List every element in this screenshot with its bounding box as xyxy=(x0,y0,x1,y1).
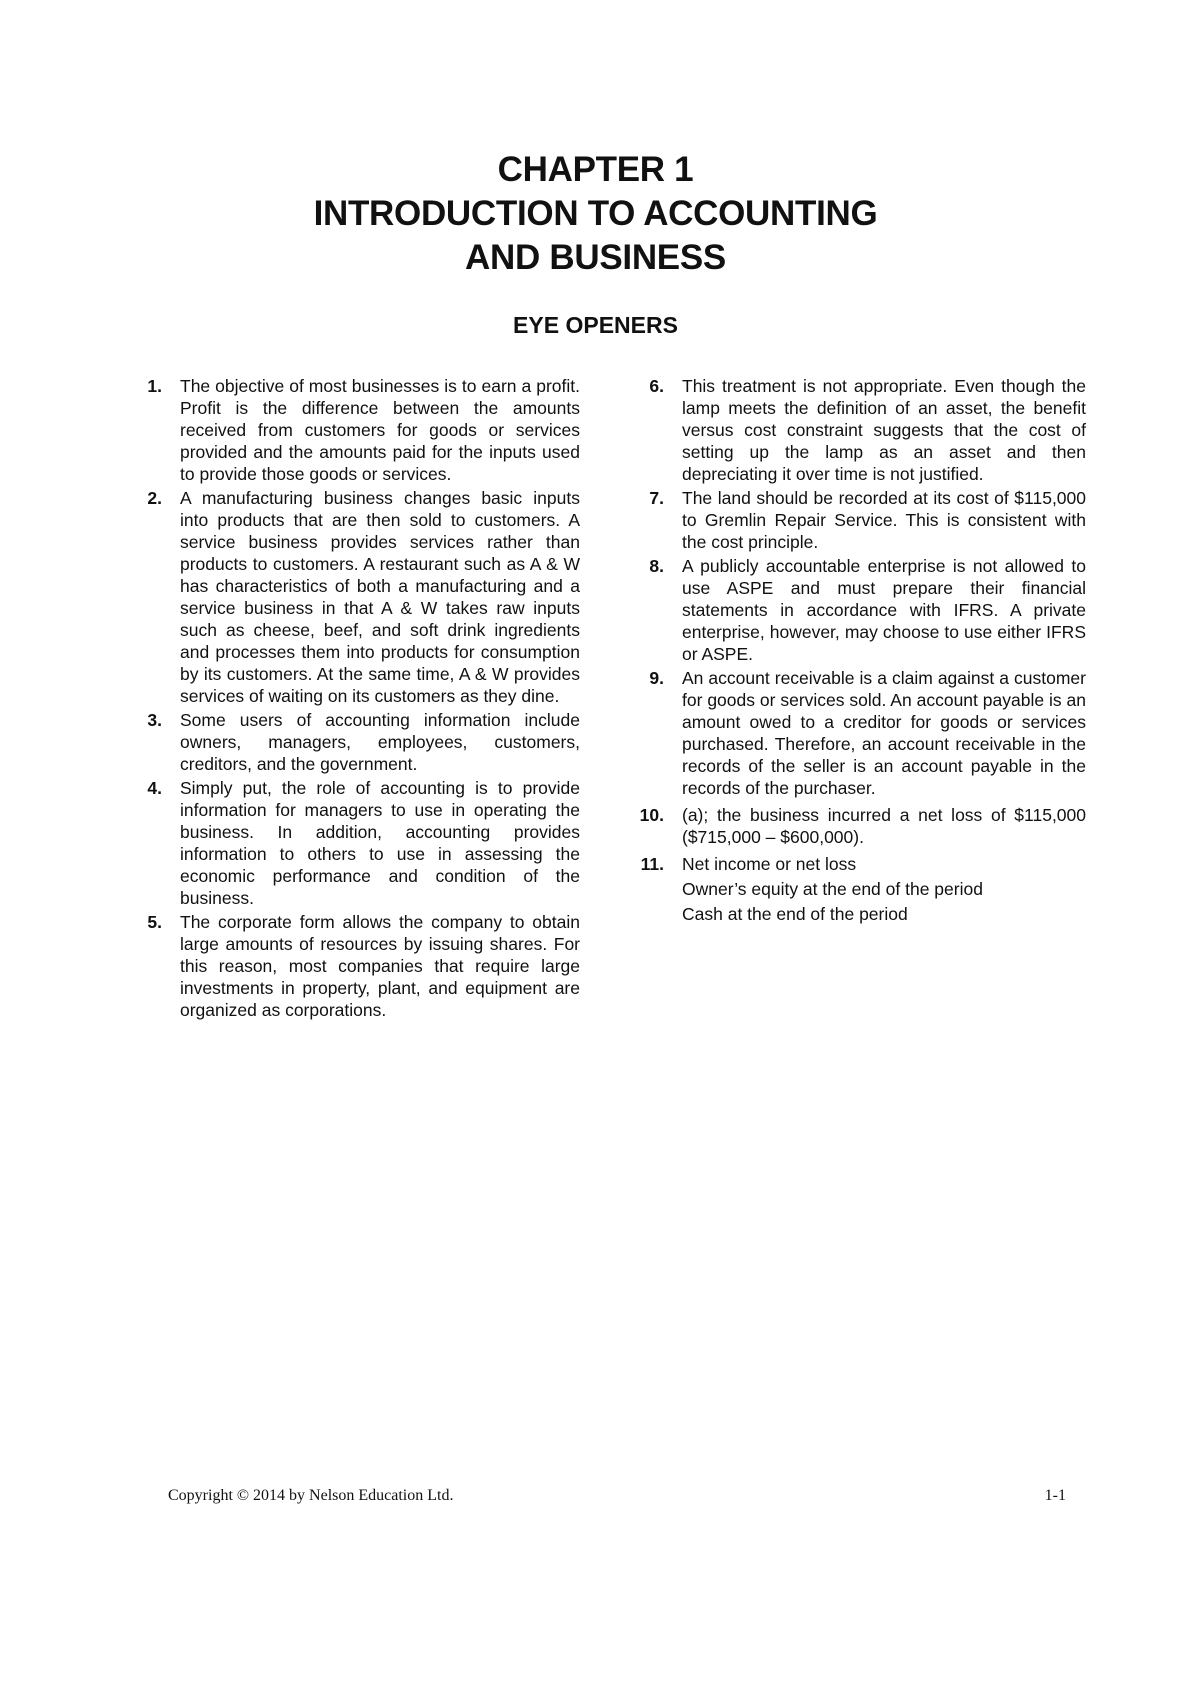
item-line: Cash at the end of the period xyxy=(682,904,908,924)
item-number: 2. xyxy=(147,488,162,508)
item-number: 4. xyxy=(147,778,162,798)
item-number: 8. xyxy=(649,556,664,576)
section-heading: EYE OPENERS xyxy=(513,312,678,338)
item-text: Some users of accounting information include owners, managers, employees, customers, creditors, and the government. xyxy=(180,710,580,774)
item-text: A manufacturing business changes basic inputs into products that are then sold to customers. A service business provides services rather than products to customers. A restaurant such as A & W has characteristics of both a manufacturing and a service business in that A & W takes raw inputs such as cheese, beef, and soft drink ingredients and processes them into products for consumption by its customers. At the same time, A & W provides services of waiting on its customers as they dine. xyxy=(180,488,580,706)
list-item xyxy=(140,487,580,707)
list-item xyxy=(140,911,580,1021)
page-number: 1-1 xyxy=(1044,1487,1066,1504)
chapter-title-line-1: INTRODUCTION TO ACCOUNTING xyxy=(313,194,878,233)
item-text: The corporate form allows the company to obtain large amounts of resources by issuing shares. For this reason, most companies that require large investments in property, plant, and equipment are organized as corporations. xyxy=(180,912,580,1020)
chapter-title-block xyxy=(0,148,1191,280)
item-text: (a); the business incurred a net loss of $115,000 ($715,000 – $600,000). xyxy=(682,805,1086,847)
left-column xyxy=(140,375,580,1023)
list-item xyxy=(642,487,1086,553)
list-item xyxy=(140,777,580,909)
item-text: The objective of most businesses is to earn a profit. Profit is the difference between the amounts received from customers for goods or services provided and the amounts paid for the inputs used to provide those goods or services. xyxy=(180,376,580,484)
list-item xyxy=(642,555,1086,665)
item-line: Owner’s equity at the end of the period xyxy=(682,879,983,899)
chapter-title-line-2: AND BUSINESS xyxy=(465,238,726,277)
right-column xyxy=(639,375,1086,927)
item-number: 1. xyxy=(147,376,162,396)
item-line: Net income or net loss xyxy=(682,854,857,874)
copyright-notice: Copyright © 2014 by Nelson Education Ltd. xyxy=(168,1487,454,1504)
list-item xyxy=(642,375,1086,485)
item-number: 6. xyxy=(649,376,664,396)
item-text: This treatment is not appropriate. Even though the lamp meets the definition of an asset, the benefit versus cost constraint suggests that the cost of setting up the lamp as an asset and then depreciating it over time is not justified. xyxy=(682,376,1086,484)
list-item xyxy=(140,709,580,775)
item-number: 7. xyxy=(649,488,664,508)
item-number: 9. xyxy=(649,668,664,688)
list-item xyxy=(639,804,1086,848)
chapter-number: CHAPTER 1 xyxy=(497,150,694,189)
item-number: 11. xyxy=(640,854,664,874)
list-item xyxy=(642,853,1086,925)
item-text: A publicly accountable enterprise is not allowed to use ASPE and must prepare their financial statements in accordance with IFRS. A private enterprise, however, may choose to use either IFRS or ASPE. xyxy=(682,556,1086,664)
item-number: 10. xyxy=(639,805,664,825)
item-number: 5. xyxy=(147,912,162,932)
item-text: The land should be recorded at its cost of $115,000 to Gremlin Repair Service. This is consistent with the cost principle. xyxy=(682,488,1086,552)
item-text: An account receivable is a claim against a customer for goods or services sold. An account payable is an amount owed to a creditor for goods or services purchased. Therefore, an account receivable in the records of the seller is an account payable in the records of the purchaser. xyxy=(682,668,1086,798)
item-text: Simply put, the role of accounting is to provide information for managers to use in operating the business. In addition, accounting provides information to others to use in assessing the economic performance and condition of the business. xyxy=(180,778,580,908)
list-item xyxy=(140,375,580,485)
list-item xyxy=(642,667,1086,799)
item-text xyxy=(682,853,1086,925)
item-number: 3. xyxy=(147,710,162,730)
